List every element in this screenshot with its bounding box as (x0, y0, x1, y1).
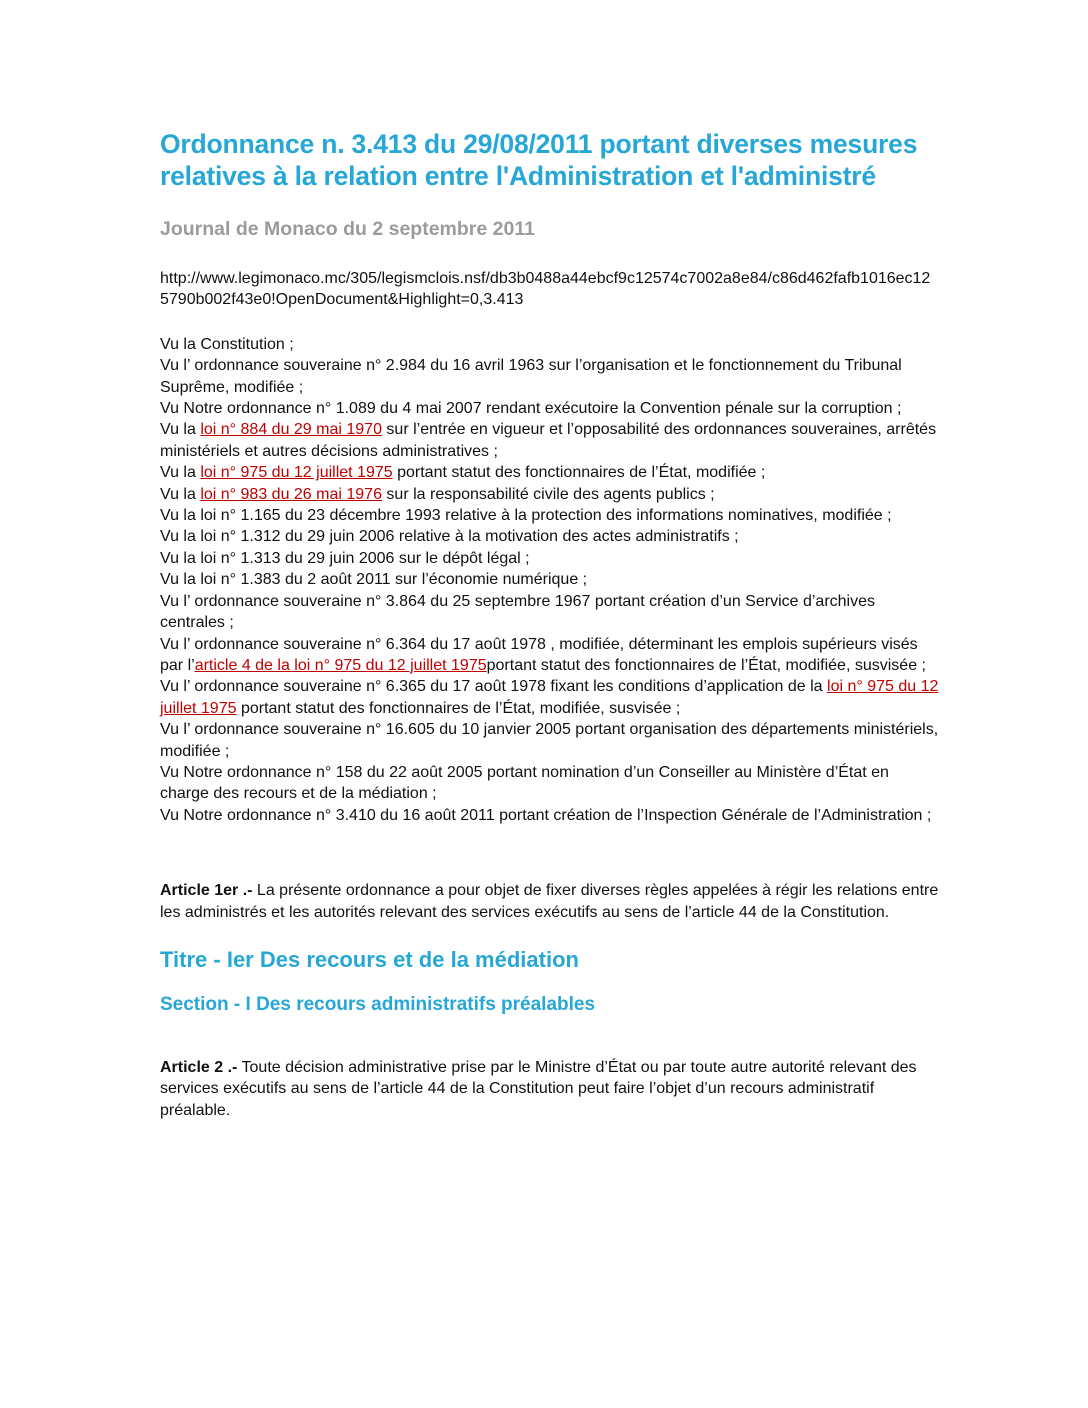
visa-item: Vu l’ ordonnance souveraine n° 3.864 du 25 septembre 1967 portant création d’un Service d’archives centrales ; (160, 592, 875, 632)
law-link-884[interactable]: loi n° 884 du 29 mai 1970 (200, 421, 382, 439)
visa-item: Vu la loi n° 1.383 du 2 août 2011 sur l’économie numérique ; (160, 571, 588, 589)
article-2-text: Toute décision administrative prise par le Ministre d’État ou par toute autre autorité relevant des services exécutifs au sens de l’article 44 de la Constitution peut faire l’objet d’un recours administratif préalable. (160, 1058, 917, 1119)
article-2-label: Article 2 .- (160, 1058, 238, 1076)
visa-text: Vu la (160, 421, 201, 439)
visa-item: Vu Notre ordonnance n° 3.410 du 16 août 2011 portant création de l’Inspection Générale de l’Administration ; (160, 806, 932, 824)
visa-item: Vu l’ ordonnance souveraine n° 16.605 du 10 janvier 2005 portant organisation des départements ministériels, modifiée ; (160, 721, 939, 760)
visa-text: sur la responsabilité civile des agents publics ; (381, 485, 715, 503)
section-heading: Section - I Des recours administratifs préalables (160, 993, 596, 1015)
law-link-983[interactable]: loi n° 983 du 26 mai 1976 (200, 485, 382, 503)
document-page (160, 128, 940, 1121)
visa-text: sur l’entrée en vigueur et l’opposabilité des ordonnances souveraines, arrêtés ministériels et autres décisions administratives ; (160, 421, 937, 460)
law-link-975[interactable]: loi n° 975 du 12 juillet 1975 (200, 464, 393, 482)
visa-item (160, 462, 940, 483)
visa-item: Vu la loi n° 1.313 du 29 juin 2006 sur le dépôt légal ; (160, 549, 530, 567)
visas-list (160, 334, 940, 826)
article-1 (160, 880, 940, 923)
visa-text: Vu l’ ordonnance souveraine n° 6.364 du 17 août 1978 , modifiée, déterminant les emplois supérieurs visés par l’ (160, 635, 918, 674)
visa-item (160, 634, 940, 677)
law-link-975-second[interactable]: loi n° 975 du 12 juillet 1975 (160, 678, 939, 717)
journal-reference: Journal de Monaco du 2 septembre 2011 (160, 218, 535, 240)
article-4-link[interactable]: article 4 de la loi n° 975 du 12 juillet 1975 (194, 656, 487, 674)
visa-item: Vu la loi n° 1.312 du 29 juin 2006 relative à la motivation des actes administratifs ; (160, 528, 739, 546)
visa-text: Vu la (160, 485, 201, 503)
article-1-label: Article 1er .- (160, 882, 253, 900)
visa-text: portant statut des fonctionnaires de l’État, modifiée, susvisée ; (486, 656, 926, 674)
visa-text: Vu la (160, 464, 201, 482)
visa-item: Vu la loi n° 1.165 du 23 décembre 1993 relative à la protection des informations nominatives, modifiée ; (160, 507, 892, 525)
article-1-text: La présente ordonnance a pour objet de fixer diverses règles appelées à régir les relations entre les administrés et les autorités relevant des services exécutifs au sens de l’article 44 de la Constitution. (160, 882, 939, 921)
document-title: Ordonnance n. 3.413 du 29/08/2011 portant diverses mesures relatives à la relation entre l'Administration et l'administré (160, 129, 918, 191)
visa-item (160, 676, 940, 719)
visa-text: portant statut des fonctionnaires de l’État, modifiée ; (392, 464, 766, 482)
visa-item: Vu la Constitution ; (160, 335, 294, 353)
source-url: http://www.legimonaco.mc/305/legismclois.nsf/db3b0488a44ebcf9c12574c7002a8e84/c86d462fafb1016ec125790b002f43e0!OpenDocument&Highlight=0,3.413 (160, 270, 931, 309)
visa-text: Vu l’ ordonnance souveraine n° 6.365 du 17 août 1978 fixant les conditions d’application de la (160, 678, 828, 696)
titre-heading: Titre - Ier Des recours et de la médiation (160, 946, 579, 972)
visa-item: Vu Notre ordonnance n° 158 du 22 août 2005 portant nomination d’un Conseiller au Ministère d’État en charge des recours et de la médiation ; (160, 763, 889, 803)
visa-item (160, 419, 940, 462)
article-2 (160, 1057, 940, 1121)
visa-item (160, 484, 940, 505)
visa-item: Vu Notre ordonnance n° 1.089 du 4 mai 2007 rendant exécutoire la Convention pénale sur la corruption ; (160, 400, 902, 418)
visa-text: portant statut des fonctionnaires de l’État, modifiée, susvisée ; (236, 699, 681, 717)
visa-item: Vu l’ ordonnance souveraine n° 2.984 du 16 avril 1963 sur l’organisation et le fonctionnement du Tribunal Suprême, modifiée ; (160, 357, 902, 396)
